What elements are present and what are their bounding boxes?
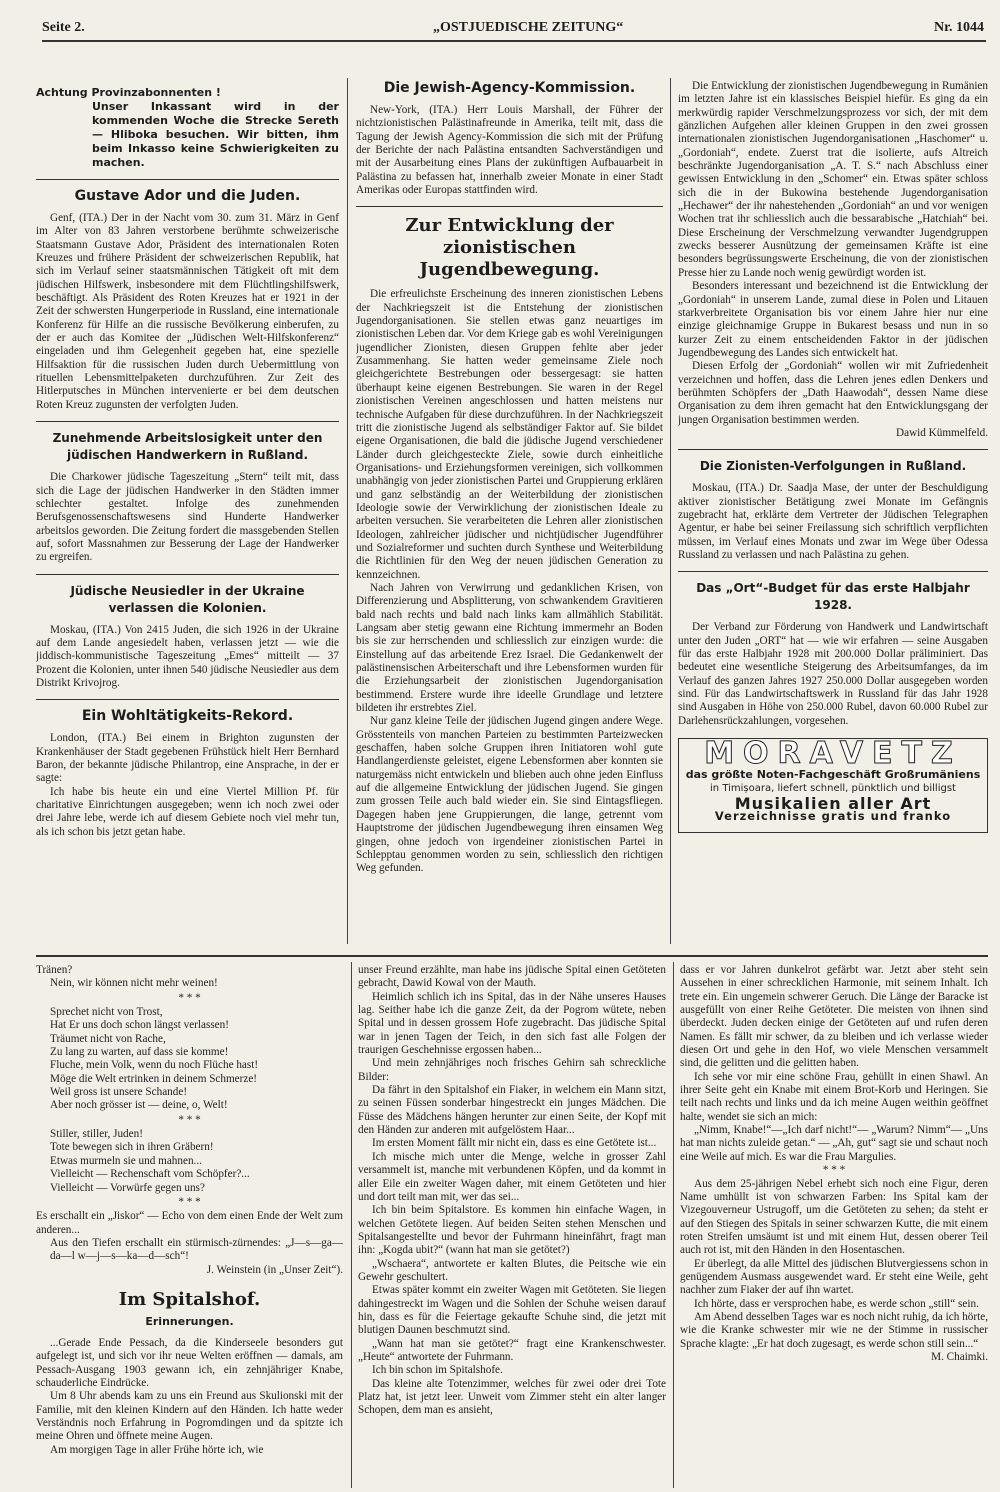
column-divider [347,78,348,944]
spitalshof-subtitle: Erinnerungen. [145,1314,234,1328]
moravetz-advertisement [678,738,988,833]
ador-headline: Gustave Ador und die Juden. [74,188,301,204]
spitalshof-cont-p1: unser Freund erzählte, man habe ins jüdische Spital einen Getöteten gebracht, Dawid Kowal von der Mauth. [358,964,666,990]
poem-stars: * * * [178,1113,201,1126]
bottom-column-3 [680,964,988,1490]
spitalshof-p1: ...Gerade Ende Pessach, da die Kinderseele besonders gut aufgelegt ist, und sich vor ihr neue Welten eröffnen — damals, am Pessach-Ausgang 1903 gewann ich, ein zehnjähriger Knabe, schauderliche Eindrücke. [36,1336,343,1389]
poem [36,964,343,1277]
arbeitslosigkeit-body: Die Charkower jüdische Tageszeitung „Stern“ teilt mit, dass sich die Lage der jüdischen Handwerker in den Städten immer schlechter gestaltet. Infolge des zunehmenden Berufsgenossenschaftswesens sind Hunderte Handwerker arbeitslos geworden. Die Zeitung fordert die massgebenden Stellen auf, sofort Massnahmen zur Besserung der Lage der Handwerker zu ergreifen. [36,471,339,564]
column-3 [678,80,988,948]
article-rule [36,179,339,180]
spitalshof-cont-p9: Etwas später kommt ein zweiter Wagen mit Getöteten. Sie liegen dahingestreckt im Wagen und die Sohlen der Schuhe weisen darauf hin, dass es für die Feiertage gekaufte Schuhe sind, die jetzt mit blutigen Daunen beschmutzt sind. [358,1284,666,1337]
poem-line: Träumet nicht von Rache, [50,1032,166,1045]
poem-stars: * * * [178,1195,201,1208]
poem-line: Vielleicht — Vorwürfe gegen uns? [50,1181,205,1194]
issue-number: Nr. 1044 [933,20,984,35]
rekord-body: London, (ITA.) Bei einem in Brighton zugunsten der Krankenhäuser der Stadt gegebenen Frühstück hielt Herr Bernhard Baron, der bekannte jüdische Philantrop, eine Ansprache, in der er sagte: [36,732,339,785]
jugend-p3: Nur ganz kleine Teile der jüdischen Jugend gingen andere Wege. Grösstenteils von manchen Parteien zu bestimmten Parteizwecken geschaffen, haben solche Gruppen ihren Initiatoren wohl gute Handlangerdienste geleistet, eigene Lebensformen aber konnten sie naturgemäss nicht entwickeln und blieben auch ohne jeden Einfluss auf die allgemeine Entwicklung der jüdischen Jugend. Sie gingen zum grossen Teile auch bald wieder ein. Sie sind Eintagsfliegen. Dagegen haben jene Gruppierungen, die lange, getrennt vom Hauptstrome der jüdischen Jugendbewegung ihren einsamen Weg gingen, ohne jedoch von irgendeiner zionistischen Partei in Schlepptau genommen worden zu sein, schliesslich den richtigen Weg gefunden. [356,715,663,875]
spitalshof-cont-p4: Da fährt in den Spitalshof ein Fiaker, in welchem ein Mann sitzt, zu seinen Füssen sonderbar hingestreckt ein junges Mädchen. Die Füsse des Mädchens hängen herunter zur einen Seite, der Kopf mit den Händen zur anderen mit aufgelöstem Haar... [358,1084,666,1137]
column-divider [670,78,671,944]
spitalshof-cont-p8: „Wschaera“, antwortete er kalten Blutes, die Peitsche wie ein Gewehr geschultert. [358,1257,666,1283]
spitalshof-cont-p14: Ich sehe vor mir eine schöne Frau, gehüllt in einen Shawl. An ihrer Seite geht ein Knabe mit einem Brot-Korb und Heringen. Sie teilt nach rechts und links und da ich meine Augen weithin geöffnet halte, wendet sie sich an mich: [680,1070,988,1123]
bottom-column-1 [36,964,343,1490]
ad-line-3: Musikalien aller Art [734,794,932,814]
jugend-p1: Die erfreulichste Erscheinung des inneren zionistischen Lebens der Nachkriegszeit ist die Entstehung der zionistischen Jugendorganisationen. Sie stellen etwas ganz neuartiges im zionistischen Leben dar. Vor dem Kriege gab es wohl Vereinigungen jugendlicher Zionisten, diesen Gruppen fehlte aber jeder Zusammenhang. Sie hatten weder gemeinsame Ziele noch gleichgerichtete Bestrebungen oder bessergesagt: sie hatten überhaupt keine eigenen Bestrebungen. Sie waren in der Regel zionistischen Vereinen angeschlossen und hatten meistens nur technische Aufgaben für diese durchzuführen. In der Nachkriegszeit tritt die zionistische Jugend als selbständiger Faktor auf. Sie bildet eigene Organisationen, die bald die jüdische Jugend verschiedener Länder durch gleichgesteckte Ziele, sowie durch einheitliche Organisations- und Erziehungsformen vereinigen, sich vollkommen unabhängig von jeder zionistischen Partei und Gruppierung erklären und ganz selbständig an der Weiterbildung der zionistischen Ideologie sowie der Verwirklichung der zionistischen Ideale zu arbeiten versuchen. Sie verarbeiteten die Lehren aller zionistischen Ideologen, zahlreicher jüdischer und nichtjüdischer Jugendführer und Sozialreformer und suchten durch Synthese und Weiterbildung die Richtlinien für den Weg der neuen jüdischen Generation zu kennzeichnen. [356,288,663,581]
poem-signature: J. Weinstein (in „Unser Zeit“). [206,1263,343,1276]
jugend-cont-p3: Diesen Erfolg der „Gordoniah“ wollen wir mit Zufriedenheit verzeichnen und hoffen, dass die Lehren jenes edlen Denkers und berühmten Schöpfers der „Dath Haawodah“, dessen Name diese Organisation zu dem ihren gemacht hat den Entwicklungsgang der jungen Organisation bestimmen werden. [678,360,988,426]
spitalshof-cont-p17: Er überlegt, da alle Mittel des jüdischen Blutvergiessens schon in genügendem Ausmass ausgewendet ward. Er steht eine Weile, geht nachher zum Fiaker der auf ihn wartet. [680,1257,988,1297]
spitalshof-p2: Um 8 Uhr abends kam zu uns ein Freund aus Skulionski mit der Familie, mit den kleinen Kindern auf den Händen. Ich hatte weder Verständnis noch Erfahrung in Pogromdingen und da spitzte ich meine Ohren und öffnete meine Augen. [36,1390,343,1443]
ukraine-body: Moskau, (ITA.) Von 2415 Juden, die sich 1926 in der Ukraine auf dem Lande angesiedelt haben, verlassen jetzt — wie die jiddisch-kommunistische Tageszeitung „Emes“ mitteilt — 37 Prozent die Kolonien, unter ihnen 540 jüdische Neusiedler aus dem Distrikt Krivojrog. [36,623,339,689]
poem-line: Fluche, mein Volk, wenn du noch Flüche hast! [50,1059,259,1072]
ad-line-4: Verzeichnisse gratis und franko [714,809,952,824]
poem-line: Nein, wir können nicht mehr weinen! [50,977,218,990]
column-1 [36,86,339,948]
spitalshof-cont-p2: Heimlich schlich ich ins Spital, das in der Nähe unseres Hauses lag. Seither habe ich die ganze Zeit, da der Pogrom wütete, neben Spital und in dessen grossem Hofe zugebracht. Das jüdische Spital war in jenen Tagen der Teich, in den sich fast alle Folgen der traurigen Geschehnisse ergossen haben... [358,990,666,1057]
article-rule [36,421,339,422]
section-stars: * * * [822,1164,846,1177]
spitalshof-cont-p16: Aus dem 25-jährigen Nebel erhebt sich noch eine Figur, deren Name umhüllt ist von schwarzen Farben: Ins Spital kam der Vizegouverneur Ustrugoff, um die Getöteten zu sehen; da steht er auf den Stiegen des Spitals in seiner schwarzen Kutte, die mit einem roten Streifen umsäumt ist und mit einem Hut, dessen oberer Teil auch rot ist, mit den Händen in den Hosentaschen. [680,1177,988,1257]
bottom-column-2 [358,964,666,1490]
spitalshof-cont-p19: Am Abend desselben Tages war es noch nicht ruhig, da ich hörte, wie die Kranke schwester mir wie ne der Stimme in russischer Sprache klagte: „Er hat doch zugesagt, es werde schon still sein...“ [680,1310,988,1350]
spitalshof-cont-p11: Ich bin schon im Spitalshofe. [372,1364,503,1377]
poem-line: Aus den Tiefen erschallt ein stürmisch-zürnendes: „J—s—ga—da—l w—j—s—ka—d—sch“! [50,1236,343,1263]
spitalshof-cont-p13: dass er vor Jahren dunkelrot gefärbt war. Jetzt aber steht sein Aussehen in einer schrecklichen Harmonie, mit seinem Inhalt. Ich trete ein. Ein ungemein schwerer Geruch. Die Länge der Baracke ist ausgefüllt von einer Reihe Getöteter. Die meisten von ihnen sind überdeckt. Juden decken einige der Getöteten auf und rufen deren Namen. Es fällt mir schwer, da zu bleiben und ich verlasse wieder diesen Ort und gehe in den Hof, wo viele Menschen versammelt sind, die gelitten und die gelitten haben. [680,964,988,1070]
spitalshof-p3: Am morgigen Tage in aller Frühe hörte ich, wie [50,1443,264,1456]
article-rule [36,699,339,700]
ort-headline: Das „Ort“-Budget für das erste Halbjahr 1928. [696,581,970,613]
poem-line: Aber noch grösser ist — deine, o, Welt! [50,1099,228,1112]
jugend-cont-p1: Die Entwicklung der zionistischen Jugendbewegung in Rumänien im letzten Jahre ist ein klassisches Beispiel hiefür. Es ging da ein merkwürdig rapider Verschmelzungsprozess vor sich, der mit dem gänzlichen Aufgehen aller kleinen Gruppen in den zwei grossen internationalen zionistischen Jugendorganisationen „Haschomer“ u. „Gordoniah“, endete. Zuerst trat die isolierte, aufs Altreich beschränkte Jugendorganisation „A. T. S.“ nach Abschluss einer gewissen Entwicklung in den „Schomer“ ein. Etwas später schloss sich die in der Bukowina bestehende Jugendorganisation „Hechawer“ der ihr nahestehenden „Gordoniah“ an und vor wenigen Wochen trat ihr schliesslich auch die bessarabische „Hatchiah“ bei. Diese Erscheinung der Verschmelzung verwandter Jugendgruppen zwecks besserer Ausnützung der gemeinsamen Kräfte ist eine besonders begrüssungswerte Erscheinung, die von der zionistischen Presse hier zu Lande noch wenig gewürdigt worden ist. [678,80,988,279]
spitalshof-signature: M. Chaimki. [931,1350,988,1363]
jugend-signature: Dawid Kümmelfeld. [896,426,988,439]
arbeitslosigkeit-headline: Zunehmende Arbeitslosigkeit unter den jüdischen Handwerkern in Rußland. [52,431,323,463]
moravetz-logo: MORAVETZ [704,736,962,772]
notice-title: Achtung Provinzabonnenten ! [36,86,221,99]
spitalshof-cont-p7: Ich bin beim Spitalstore. Es kommen hin einfache Wagen, in welchen Getötete liegen. Auf beiden Seiten stehen Menschen und Spitalsangestellte und bevor der Fuhrmann hineinfährt, fragt man ihn: „Kogda ubit?“ (wann hat man sie getötet?) [358,1204,666,1257]
notice-box [36,86,339,170]
agency-headline: Die Jewish-Agency-Kommission. [383,80,636,96]
ador-body: Genf, (ITA.) Der in der Nacht vom 30. zum 31. März in Genf im Alter von 83 Jahren verstorbene berühmte schweizerische Staatsmann Gustave Ador, Präsident des internationalen Roten Kreuzes und frühere Präsident der schweizerischen Republik, hat sich im Verlauf seiner staatsmännischen Tätigkeit oft mit dem jüdischen Hilfswerk, insbesondere mit dem Flüchtlingshilfswerk, beschäftigt. Als Präsident des Roten Kreuzes hat er 1921 in der Zeit der schwersten Hungerperiode in Russland, eine internationale Konferenz für Hilfe an die russische Bevölkerung einberufen, zu der er auch das Komitee der „Jüdischen Welt-Hilfskonferenz“ eingeladen und ihm Gelegenheit gegeben hat, eine spezielle Hilfsaktion für die russischen Juden durch Uebermittlung von rituellen Lebensmittelpaketen durchzuführen. Zur Zeit des Hitlerputsches in München intervenierte er bei dem deutschen Roten Kreuz zugunsten der verfolgten Juden. [36,212,339,411]
article-rule [356,206,663,207]
column-divider [351,962,352,1488]
article-rule [678,571,988,572]
jugend-cont-p2: Besonders interessant und bezeichnend ist die Entwicklung der „Gordoniah“ in unserem Lande, zumal diese in Polen und Litauen starkverbreitete Organisation bis vor einem Jahre hier nur eine einzige gleichnamige Gruppe in Bukarest besass und nun in so kurzer Zeit zu einem entscheidenden Faktor in der jüdischen Jugendbewegung des Landes sich entwickelt hat. [678,280,988,359]
newspaper-title: „OSTJUEDISCHE ZEITUNG“ [433,20,624,35]
spitalshof-cont-p6: Ich mische mich unter die Menge, welche in grosser Zahl versammelt ist, manche mit verbundenen Köpfen, und da kommt in aller Eile ein zweiter Wagen daher, mit einem Getöteten und hier und dort teilt man mit, wer das sei... [358,1150,666,1203]
column-divider [673,962,674,1488]
spitalshof-cont-p18: Ich hörte, dass er versprochen habe, es werde schon „still“ sein. [694,1297,979,1310]
spitalshof-cont-p15: „Nimm, Knabe!“—„Ich darf nicht!“— „Warum? Nimm“— „Uns hat man nichts zuleide getan.“ — „Ah, gut“ sagt sie und schaut noch eine Weile auf mich. Es war die Frau Margulies. [680,1124,988,1163]
rekord-headline: Ein Wohltätigkeits-Rekord. [81,708,294,725]
poem-line: Weil gross ist unsere Schande! [50,1086,188,1099]
spitalshof-cont-p3: Und mein zehnjähriges noch frisches Gehirn sah schreckliche Bilder: [358,1057,666,1083]
ort-body: Der Verband zur Förderung von Handwerk und Landwirtschaft unter den Juden „ORT“ hat — wie wir erfahren — seine Ausgaben für das erste Halbjahr 1928 mit 200.000 Dollar präliminiert. Das bedeutet eine wesentliche Steigerung des Arbeitsumfanges, da im Verlauf des ganzen Jahres 1927 250.000 Dollar ausgegeben worden sind. Für das Landwirtschaftswerk in Russland für das Jahr 1928 sind Ausgaben in Höhe von 250.000 Rubel, davon 60.000 Rubel zur Darlehensrückzahlungen, vorgesehen. [678,621,988,727]
verfolgung-body: Moskau, (ITA.) Dr. Saadja Mase, der unter der Beschuldigung aktiver zionistischer Betätigung zwei Monate im Gefängnis zugebracht hat, erklärte dem Vertreter der Jüdischen Telegraphen Agentur, er habe bei seiner Freilassung sich schriftlich verpflichten müssen, im Verlauf eines Monats und zwar im Wege über Odessa Russland zu verlassen und nach Palästina zu gehen. [678,482,988,561]
article-rule [678,449,988,450]
rekord-quote: Ich habe bis heute ein und eine Viertel Million Pf. für charitative Einrichtungen ausgegeben; wenn ich noch zwei oder drei Jahre lebe, werde ich auf diesem Gebiete noch viel mehr tun, als ich schon bis jetzt getan habe. [36,785,339,838]
page-number: Seite 2. [42,20,85,35]
poem-line: Es erschallt ein „Jiskor“ — Echo von dem einen Ende der Welt zum anderen... [36,1210,343,1236]
poem-line: Vielleicht — Rechenschaft vom Schöpfer?... [50,1168,250,1181]
spitalshof-headline: Im Spitalshof. [118,1288,261,1310]
poem-line: Sprechet nicht von Trost, [50,1006,163,1019]
poem-line: Möge die Welt ertrinken in deinem Schmerze! [50,1072,258,1085]
poem-line: Stiller, stiller, Juden! [50,1128,143,1141]
poem-stars: * * * [178,991,201,1004]
poem-line: Tränen? [36,964,73,976]
spitalshof-cont-p12: Das kleine alte Totenzimmer, welches für zwei oder drei Tote Platz hat, ist jetzt leer. Unweit vom Zimmer steht ein alter langer Schopen, dem man es ansieht, [358,1377,666,1417]
verfolgung-headline: Die Zionisten-Verfolgungen in Rußland. [699,459,967,474]
spitalshof-cont-p10: „Wann hat man sie getötet?“ fragt eine Krankenschwester. „Heute“ antwortete der Fuhrmann. [358,1337,666,1363]
notice-text: Unser Inkassant wird in der kommenden Woche die Strecke Sereth — Hliboka besuchen. Wir bitten, ihm beim Inkasso keine Schwierigkeiten zu machen. [92,100,339,169]
jugend-p2: Nach Jahren von Verwirrung und gedanklichen Krisen, von Differenzierung und Absplitterung, von schwankendem Gravitieren bald nach rechts und bald nach links kam allmählich Stabilität. Langsam aber stetig gewann eine Richtung immermehr an Boden bis sie zur herrschenden und schliesslich zur einzigen wurde: die Einstellung auf das arbeitende Erez Israel. Die Gedankenwelt der palästinensischen Arbeiterschaft und ihre Lebensformen wurden für die Erziehungsarbeit der zionistischen Jugendorganisation bestimmend. Erstere wurde ihre ideelle Grundlage und letztere bildeten ihr erstrebtes Ziel. [356,581,663,715]
section-divider [36,955,988,957]
agency-body: New-York, (ITA.) Herr Louis Marshall, der Führer der nichtzionistischen Palästinafreunde in Amerika, teilt mit, dass die Tagung der Jewish Agency-Kommission die sich mit der Prüfung der Berichte der nach Palästina entsandten Sachverständigen und mit der Ausarbeitung eines Plans der zukünftigen Aufbauarbeit in Palästina zu befassen hat, innerhalb zweier Monate in einer Stadt Amerikas oder Europas stattfinden wird. [356,104,663,197]
spitalshof-cont-p5: Im ersten Moment fällt mir nicht ein, dass es eine Getötete ist... [372,1137,657,1150]
jugend-headline: Zur Entwicklung der zionistischen Jugendbewegung. [405,215,614,281]
ad-line-2: in Timișoara, liefert schnell, pünktlich und billigst [710,782,956,794]
poem-line: Tote bewegen sich in ihren Gräbern! [50,1141,214,1154]
poem-line: Zu lang zu warten, auf dass sie komme! [50,1046,229,1059]
article-rule [36,574,339,575]
ad-line-1: das größte Noten-Fachgeschäft Großrumäniens [685,768,981,782]
poem-line: Etwas murmeln sie und mahnen... [50,1154,202,1167]
column-2 [356,78,663,948]
page-header [42,18,986,42]
poem-line: Hat Er uns doch schon längst verlassen! [50,1019,229,1032]
ukraine-headline: Jüdische Neusiedler in der Ukraine verlassen die Kolonien. [70,583,305,615]
